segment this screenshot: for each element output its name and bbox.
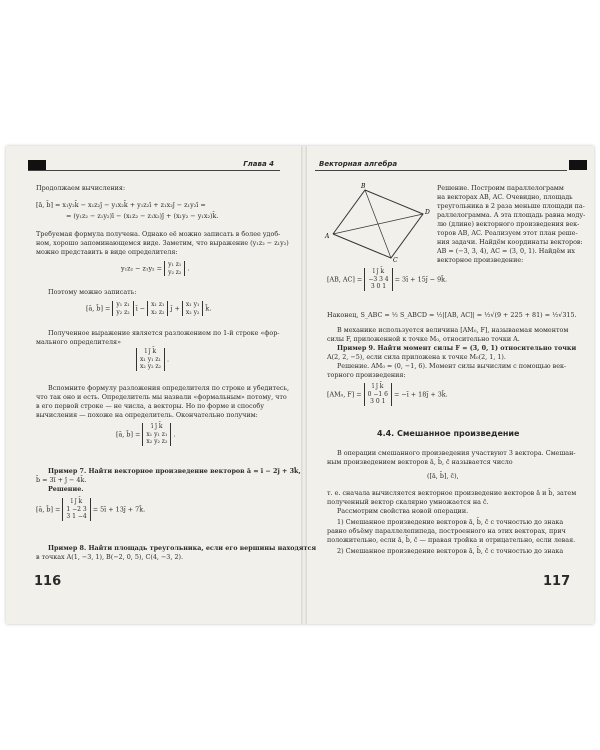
det-row: x₂ z₂ <box>151 308 165 316</box>
formula-text: [AM₀, F] = <box>327 390 362 399</box>
solution-line: раллелограмма. А эта площадь равна моду- <box>437 211 586 219</box>
formula-line <box>327 268 447 291</box>
formula-text: = 3ī + 15j̄ − 9k̄. <box>394 275 448 284</box>
solution-label: Решение. <box>48 485 84 493</box>
det-row: −3 3 4 <box>368 275 389 283</box>
text-line: Полученное выражение является разложением по 1-й строке «фор- <box>48 329 280 337</box>
det-row: ī j̄ k̄ <box>151 423 163 430</box>
det-row: 1 −2 3 <box>66 505 87 513</box>
det-row: x₂ y₂ z₂ <box>146 438 168 445</box>
text-line: A(2, 2, −5), если сила приложена к точке M₀(2, 1, 1). <box>327 353 506 361</box>
text-line: торного произведения: <box>327 371 406 379</box>
text-line: равно объёму параллелепипеда, построенного на этих векторах, прич <box>327 527 566 535</box>
example-7-heading: Пример 7. Найти векторное произведение векторов ā = ī − 2j̄ + 3k̄, <box>48 467 301 475</box>
text-line: b̄ = 3ī + j̄ − 4k̄. <box>36 476 87 484</box>
text-line: Рассмотрим свойства новой операции. <box>337 507 469 515</box>
determinant <box>112 301 133 316</box>
left-page <box>6 146 317 624</box>
det-row: x₂ y₂ z₂ <box>140 363 161 370</box>
right-page-number: 117 <box>543 574 571 589</box>
solution-line: ния задачи. Найдём координаты векторов: <box>437 238 583 246</box>
determinant <box>182 301 204 316</box>
text-line: Требуемая формула получена. Однако её можно записать в более удоб- <box>36 230 281 238</box>
formula-line: [ā, b̄] = x₁y₂k̄ − x₁z₂j̄ − y₁x₂k̄ + y₁z₂ī + z₁x₂j̄ − z₁y₂ī = <box>36 201 206 209</box>
solution-line: AB = (−3, 3, 4), AC = (3, 0, 1). Найдём их <box>437 247 575 255</box>
formula-text: [ā, b̄] = <box>116 430 141 439</box>
point-label: C <box>393 257 398 262</box>
text-line: полученный вектор скалярно умножается на c̄. <box>327 498 489 506</box>
determinant <box>147 301 168 316</box>
det-row: y₁ z₁ <box>116 301 130 308</box>
text-line: мального определителя» <box>36 338 121 346</box>
chapter-title: Векторная алгебра <box>319 160 398 168</box>
text-line: ном, хорошо запоминающемся виде. Заметим, что выражение (y₁z₂ − z₁y₂) <box>36 239 289 247</box>
section-heading: 4.4. Смешанное произведение <box>377 429 520 438</box>
formula-line: ī j̄ k̄ x₁ y₁ z₁ x₂ y₂ z₂ . <box>136 348 169 371</box>
point-label: A <box>325 233 330 240</box>
det-row: 0 −1 6 <box>367 390 388 398</box>
formula-line: = (y₁z₂ − z₁y₂)ī − (x₁z₂ − z₁x₂)j̄ + (x₁y₂ − y₁x₂)k̄. <box>66 212 219 220</box>
text-line: силы F, приложенной к точке M₀, относительно точки A. <box>327 335 520 343</box>
solution-line: векторное произведение: <box>437 256 524 264</box>
text-line: в его первой строке — не числа, а векторы. Но по форме и способу <box>36 402 265 410</box>
right-header-tab <box>569 160 587 170</box>
text-line: что так оно и есть. Определитель мы назвали «формальным» потому, что <box>36 393 287 401</box>
formula-text: [ā, b̄] = <box>36 505 61 514</box>
det-row: ī j̄ k̄ <box>70 498 83 505</box>
text-line: 2) Смешанное произведение векторов ā, b̄, c̄ с точностью до знака <box>337 547 564 555</box>
text-line: положительно, если ā, b̄, c̄ — правая тройка и отрицательно, если левая. <box>327 536 576 544</box>
formula-line <box>36 498 145 521</box>
det-row: y₁ z₁ <box>168 261 182 268</box>
example-9-heading: Пример 9. Найти момент силы F = (3, 0, 1) относительно точки <box>337 344 577 352</box>
text-line: В операции смешанного произведения участвуют 3 вектора. Смешан- <box>337 449 576 457</box>
formula-text: y₁z₂ − z₁y₂ = <box>121 264 163 273</box>
det-row: 3 0 1 <box>370 283 387 290</box>
formula-text: [AB, AC] = <box>327 275 363 284</box>
parallelogram-diagram <box>321 182 431 262</box>
left-header-tab <box>28 160 46 170</box>
point-label: B <box>361 183 366 190</box>
text-line: Решение. AM₀ = (0, −1, 6). Момент силы вычислим с помощью век- <box>337 362 567 370</box>
formula-line: y₁z₂ − z₁y₂ = y₁ z₁ y₂ z₂ . <box>121 261 190 276</box>
formal-determinant <box>136 348 165 371</box>
det-row: x₁ z₁ <box>151 301 165 308</box>
text-line: В механике используется величина [AM₀, F], называемая моментом <box>337 326 569 334</box>
text-line: в точках A(1, −3, 1), B(−2, 0, 5), C(4, −3, 2). <box>36 553 184 561</box>
det-row: ī j̄ k̄ <box>372 268 385 275</box>
solution-line: Решение. Построим параллелограмм <box>437 184 564 192</box>
det-row: x₂ y₂ <box>185 308 200 316</box>
text-line: т. е. сначала вычисляется векторное произведение векторов ā и b̄, затем <box>327 489 577 497</box>
formula-line: [ā, b̄] = ī j̄ k̄ x₁ y₁ z₁ x₂ y₂ z₂ . <box>116 423 176 445</box>
example-8-determinant <box>364 268 392 291</box>
chapter-title: Глава 4 <box>243 160 274 168</box>
det-row: y₂ z₂ <box>168 268 182 276</box>
det-row: x₁ y₁ <box>185 301 200 308</box>
point-label: D <box>425 209 430 216</box>
formula-line: ([ā, b̄], c̄), <box>427 472 459 480</box>
formula-line <box>327 383 448 406</box>
solution-line: лю (длине) векторного произведения век- <box>437 220 580 228</box>
det-row: x₁ y₁ z₁ <box>146 430 168 438</box>
example-7-determinant <box>62 498 90 521</box>
solution-line: на векторах AB, AC. Очевидно, площадь <box>437 193 573 201</box>
book-spread <box>6 146 594 624</box>
formula-line: [ā, b̄] = y₁ z₁ y₂ z₂ ī − x₁ z₁ x₂ z₂ j̄ + x₁ y₁ x₂ y₂ k̄. <box>86 301 212 316</box>
text-line: 1) Смешанное произведение векторов ā, b̄, c̄ с точностью до знака <box>337 518 564 526</box>
text-line: ным произведением векторов ā, b̄, c̄ называется число <box>327 458 513 466</box>
formula-line: Наконец, S_ABC = ½ S_ABCD = ½|[AB, AC]| = ½√(9 + 225 + 81) = ½√315. <box>327 311 577 319</box>
formula-text: = −ī + 18j̄ + 3k̄. <box>393 390 448 399</box>
formula-text: = 5ī + 13j̄ + 7k̄. <box>92 505 146 514</box>
example-9-determinant <box>364 383 392 406</box>
text-line: можно представить в виде определителя: <box>36 248 178 256</box>
det-row: y₂ z₂ <box>116 308 130 316</box>
text-line: Поэтому можно записать: <box>48 288 137 296</box>
det-row: ī j̄ k̄ <box>372 383 384 390</box>
det-row: ī j̄ k̄ <box>144 348 157 355</box>
det-row: x₁ y₁ z₁ <box>140 355 161 363</box>
text-line: Вспомните формулу разложения определителя по строке и убедитесь, <box>48 384 290 392</box>
formula-text: [ā, b̄] = <box>86 304 111 313</box>
det-row: 3 1 −4 <box>66 513 87 520</box>
left-page-number: 116 <box>34 574 62 589</box>
det-row: 3 0 1 <box>370 398 386 405</box>
right-page <box>307 146 594 624</box>
solution-line: треугольника в 2 раза меньше площади па- <box>437 202 585 210</box>
text-line: вычисления — похоже на определитель. Окончательно получим: <box>36 411 258 419</box>
determinant <box>164 261 185 276</box>
text-line: Продолжаем вычисления: <box>36 184 126 192</box>
example-8-heading: Пример 8. Найти площадь треугольника, если его вершины находятся <box>48 544 317 552</box>
final-determinant <box>142 423 171 446</box>
left-header-rule <box>28 160 280 171</box>
solution-line: торов AB, AC. Реализуем этот план реше- <box>437 229 578 237</box>
right-header-rule <box>315 160 567 171</box>
